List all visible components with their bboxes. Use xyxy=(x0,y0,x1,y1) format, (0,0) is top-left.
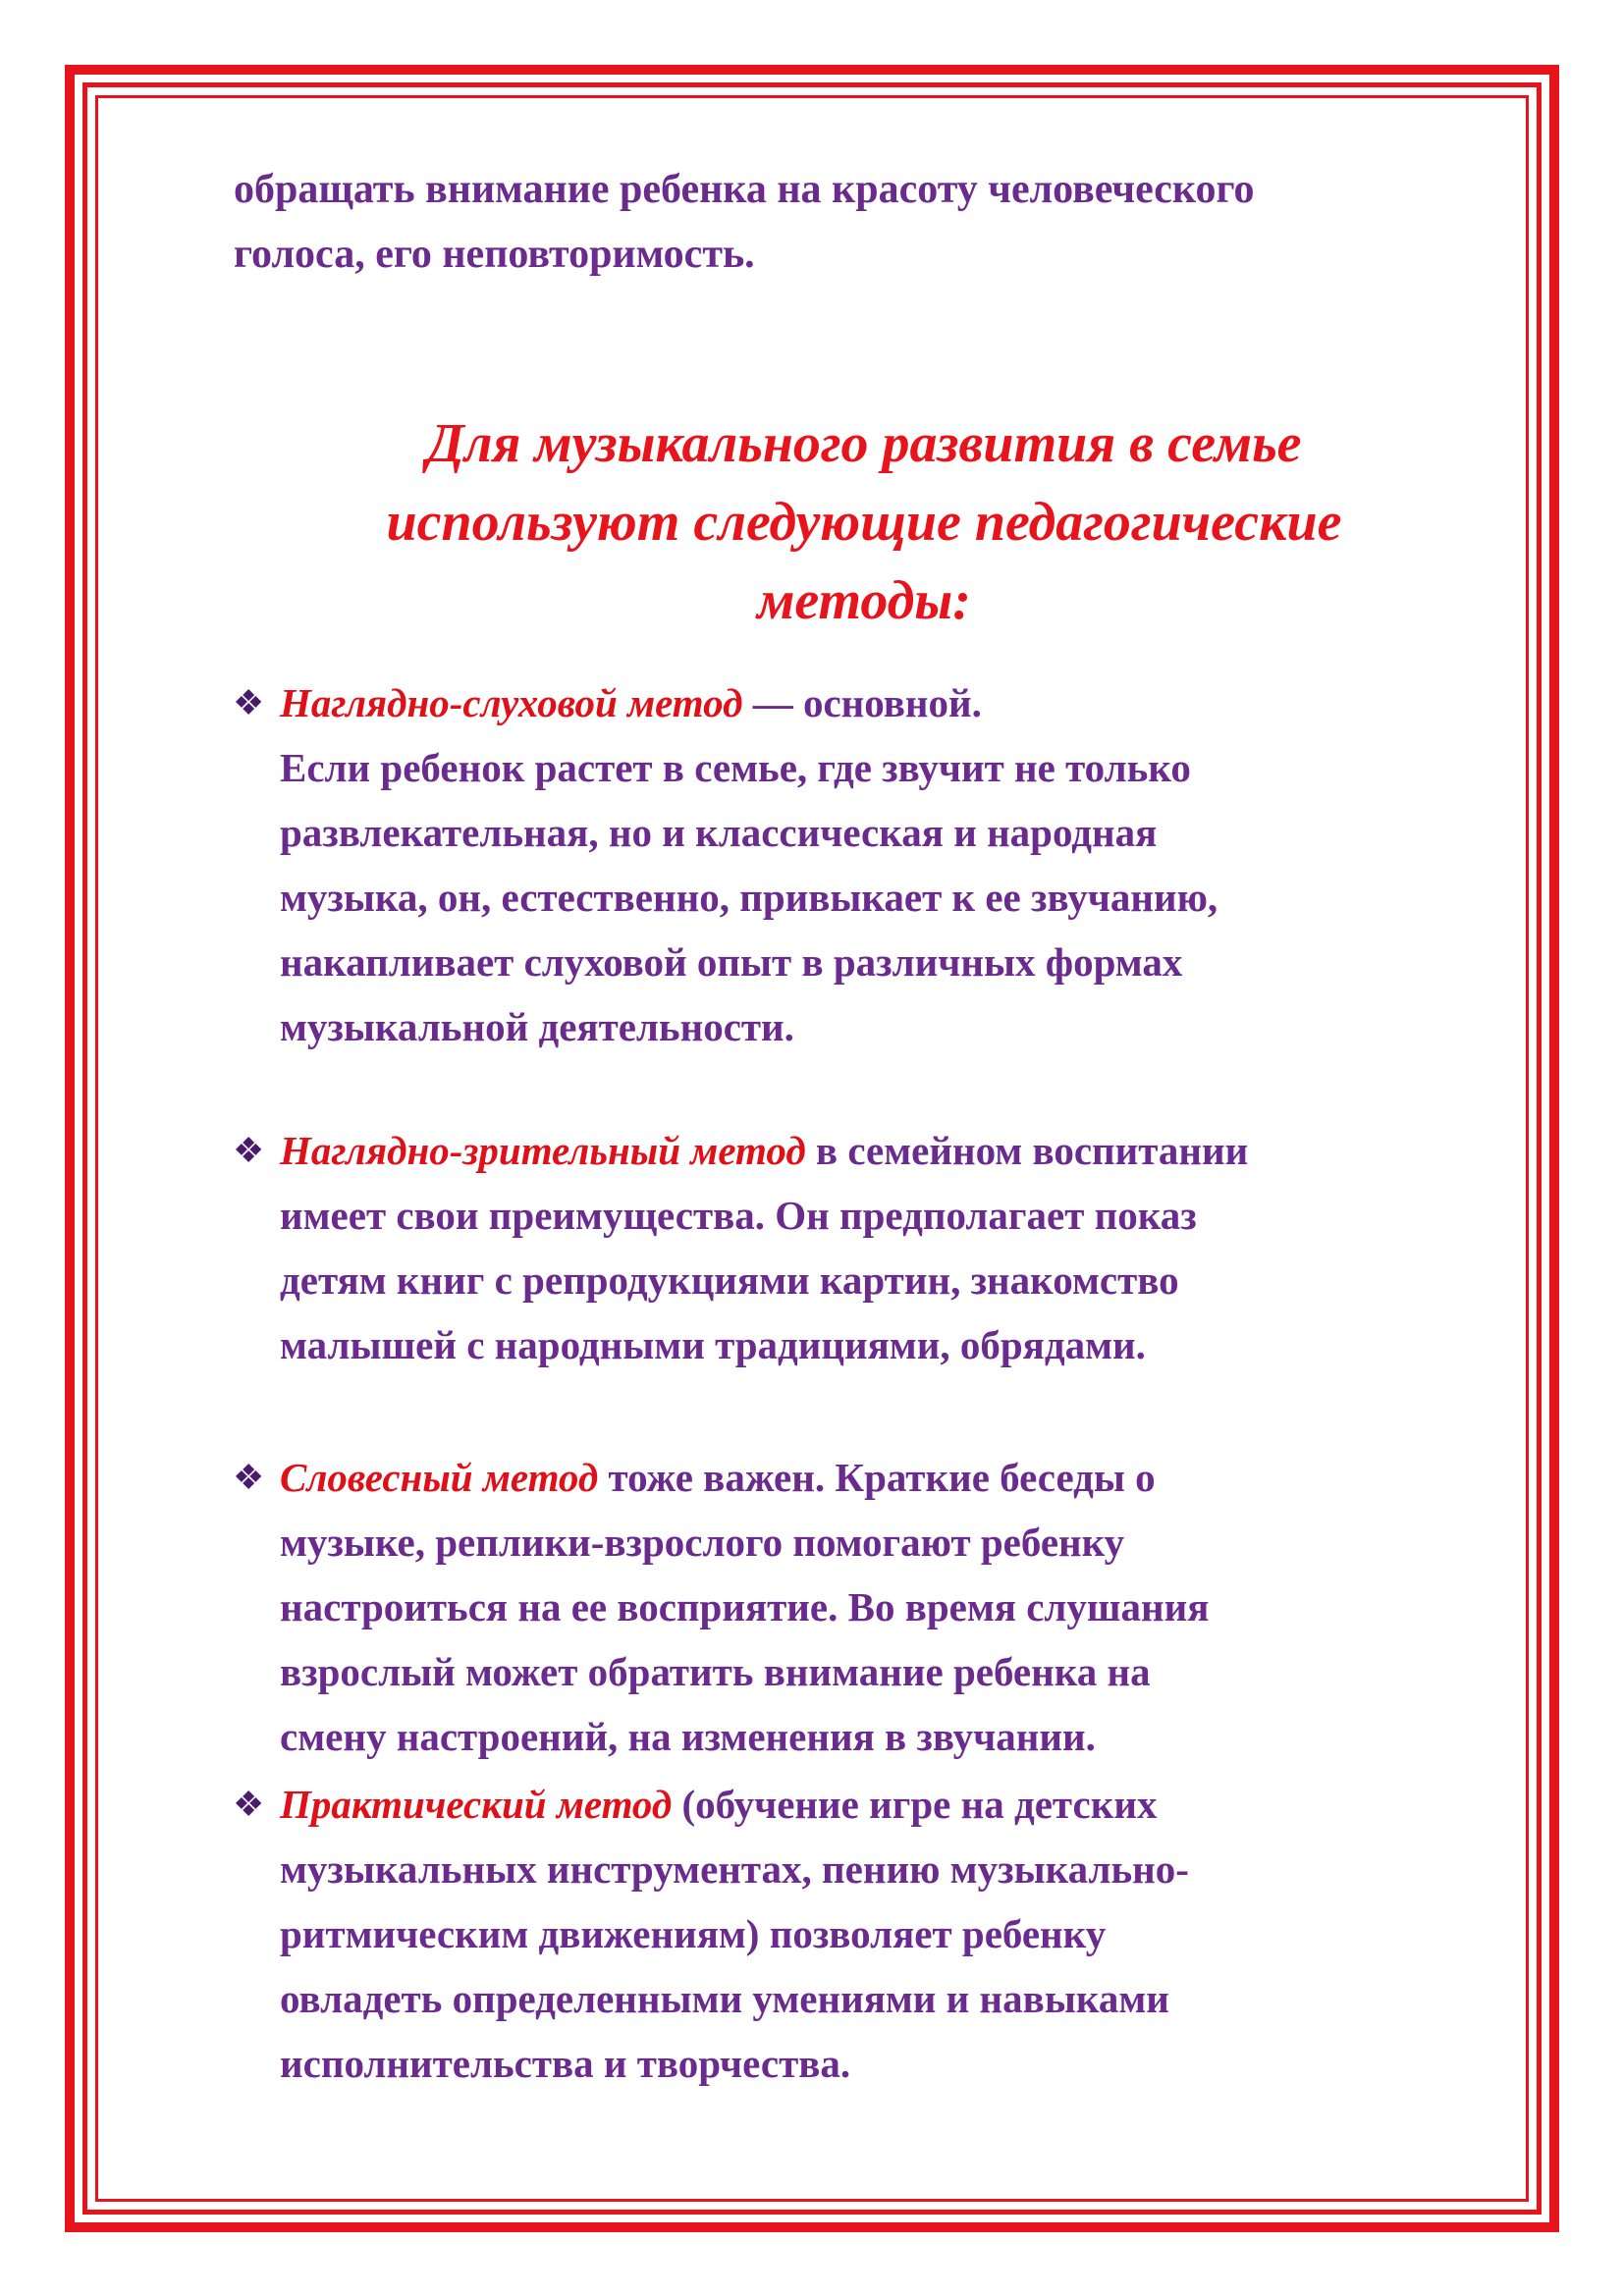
method-line: смену настроений, на изменения в звучании. xyxy=(280,1714,1096,1759)
method-line: овладеть определенными умениями и навыками xyxy=(280,1976,1169,2021)
method-line: имеет свои преимущества. Он предполагает показ xyxy=(280,1193,1197,1238)
intro-paragraph xyxy=(234,157,1520,287)
diamond-bullet-icon: ❖ xyxy=(233,1131,265,1170)
heading-line: методы: xyxy=(757,570,971,631)
method-line: настроиться на ее восприятие. Во время слушания xyxy=(280,1584,1210,1629)
method-lead: в семейном воспитании xyxy=(805,1128,1249,1173)
method-lead: — основной. xyxy=(742,680,982,725)
method-item xyxy=(233,1772,1517,2096)
method-line: детям книг с репродукциями картин, знакомство xyxy=(280,1257,1179,1303)
method-first-line xyxy=(280,670,1517,735)
method-line: взрослый может обратить внимание ребенка на xyxy=(280,1649,1151,1694)
method-term: Наглядно-слуховой метод xyxy=(280,680,743,725)
intro-line: обращать внимание ребенка на красоту человеческого xyxy=(234,167,1255,212)
method-term: Наглядно-зрительный метод xyxy=(280,1128,806,1173)
method-term: Словесный метод xyxy=(280,1455,599,1500)
method-item xyxy=(233,1118,1517,1377)
diamond-bullet-icon: ❖ xyxy=(233,683,265,722)
method-lead: тоже важен. Краткие беседы о xyxy=(598,1455,1156,1500)
method-term: Практический метод xyxy=(280,1782,673,1827)
method-line: ритмическим движениям) позволяет ребенку xyxy=(280,1911,1107,1956)
method-line: музыка, он, естественно, привыкает к ее звучанию, xyxy=(280,875,1218,920)
method-line: Если ребенок растет в семье, где звучит не только xyxy=(280,745,1191,790)
heading-line: Для музыкального развития в семье xyxy=(426,413,1302,474)
method-line: малышей с народными традициями, обрядами. xyxy=(280,1322,1146,1367)
method-item xyxy=(233,1445,1517,1769)
intro-line: голоса, его неповторимость. xyxy=(234,232,755,277)
method-line: исполнительства и творчества. xyxy=(280,2041,851,2086)
diamond-bullet-icon: ❖ xyxy=(233,1458,265,1497)
method-line: развлекательная, но и классическая и народная xyxy=(280,810,1158,855)
method-first-line xyxy=(280,1118,1517,1183)
method-line: музыке, реплики-взрослого помогают ребенку xyxy=(280,1520,1125,1565)
section-heading xyxy=(196,404,1532,640)
method-first-line xyxy=(280,1445,1517,1510)
method-line: накапливает слуховой опыт в различных формах xyxy=(280,939,1183,985)
method-line: музыкальных инструментах, пению музыкально- xyxy=(280,1846,1189,1892)
method-lead: (обучение игре на детских xyxy=(672,1782,1158,1827)
heading-line: используют следующие педагогические xyxy=(386,492,1342,553)
diamond-bullet-icon: ❖ xyxy=(233,1785,265,1824)
method-item xyxy=(233,670,1517,1059)
method-first-line xyxy=(280,1772,1517,1837)
method-line: музыкальной деятельности. xyxy=(280,1004,794,1049)
